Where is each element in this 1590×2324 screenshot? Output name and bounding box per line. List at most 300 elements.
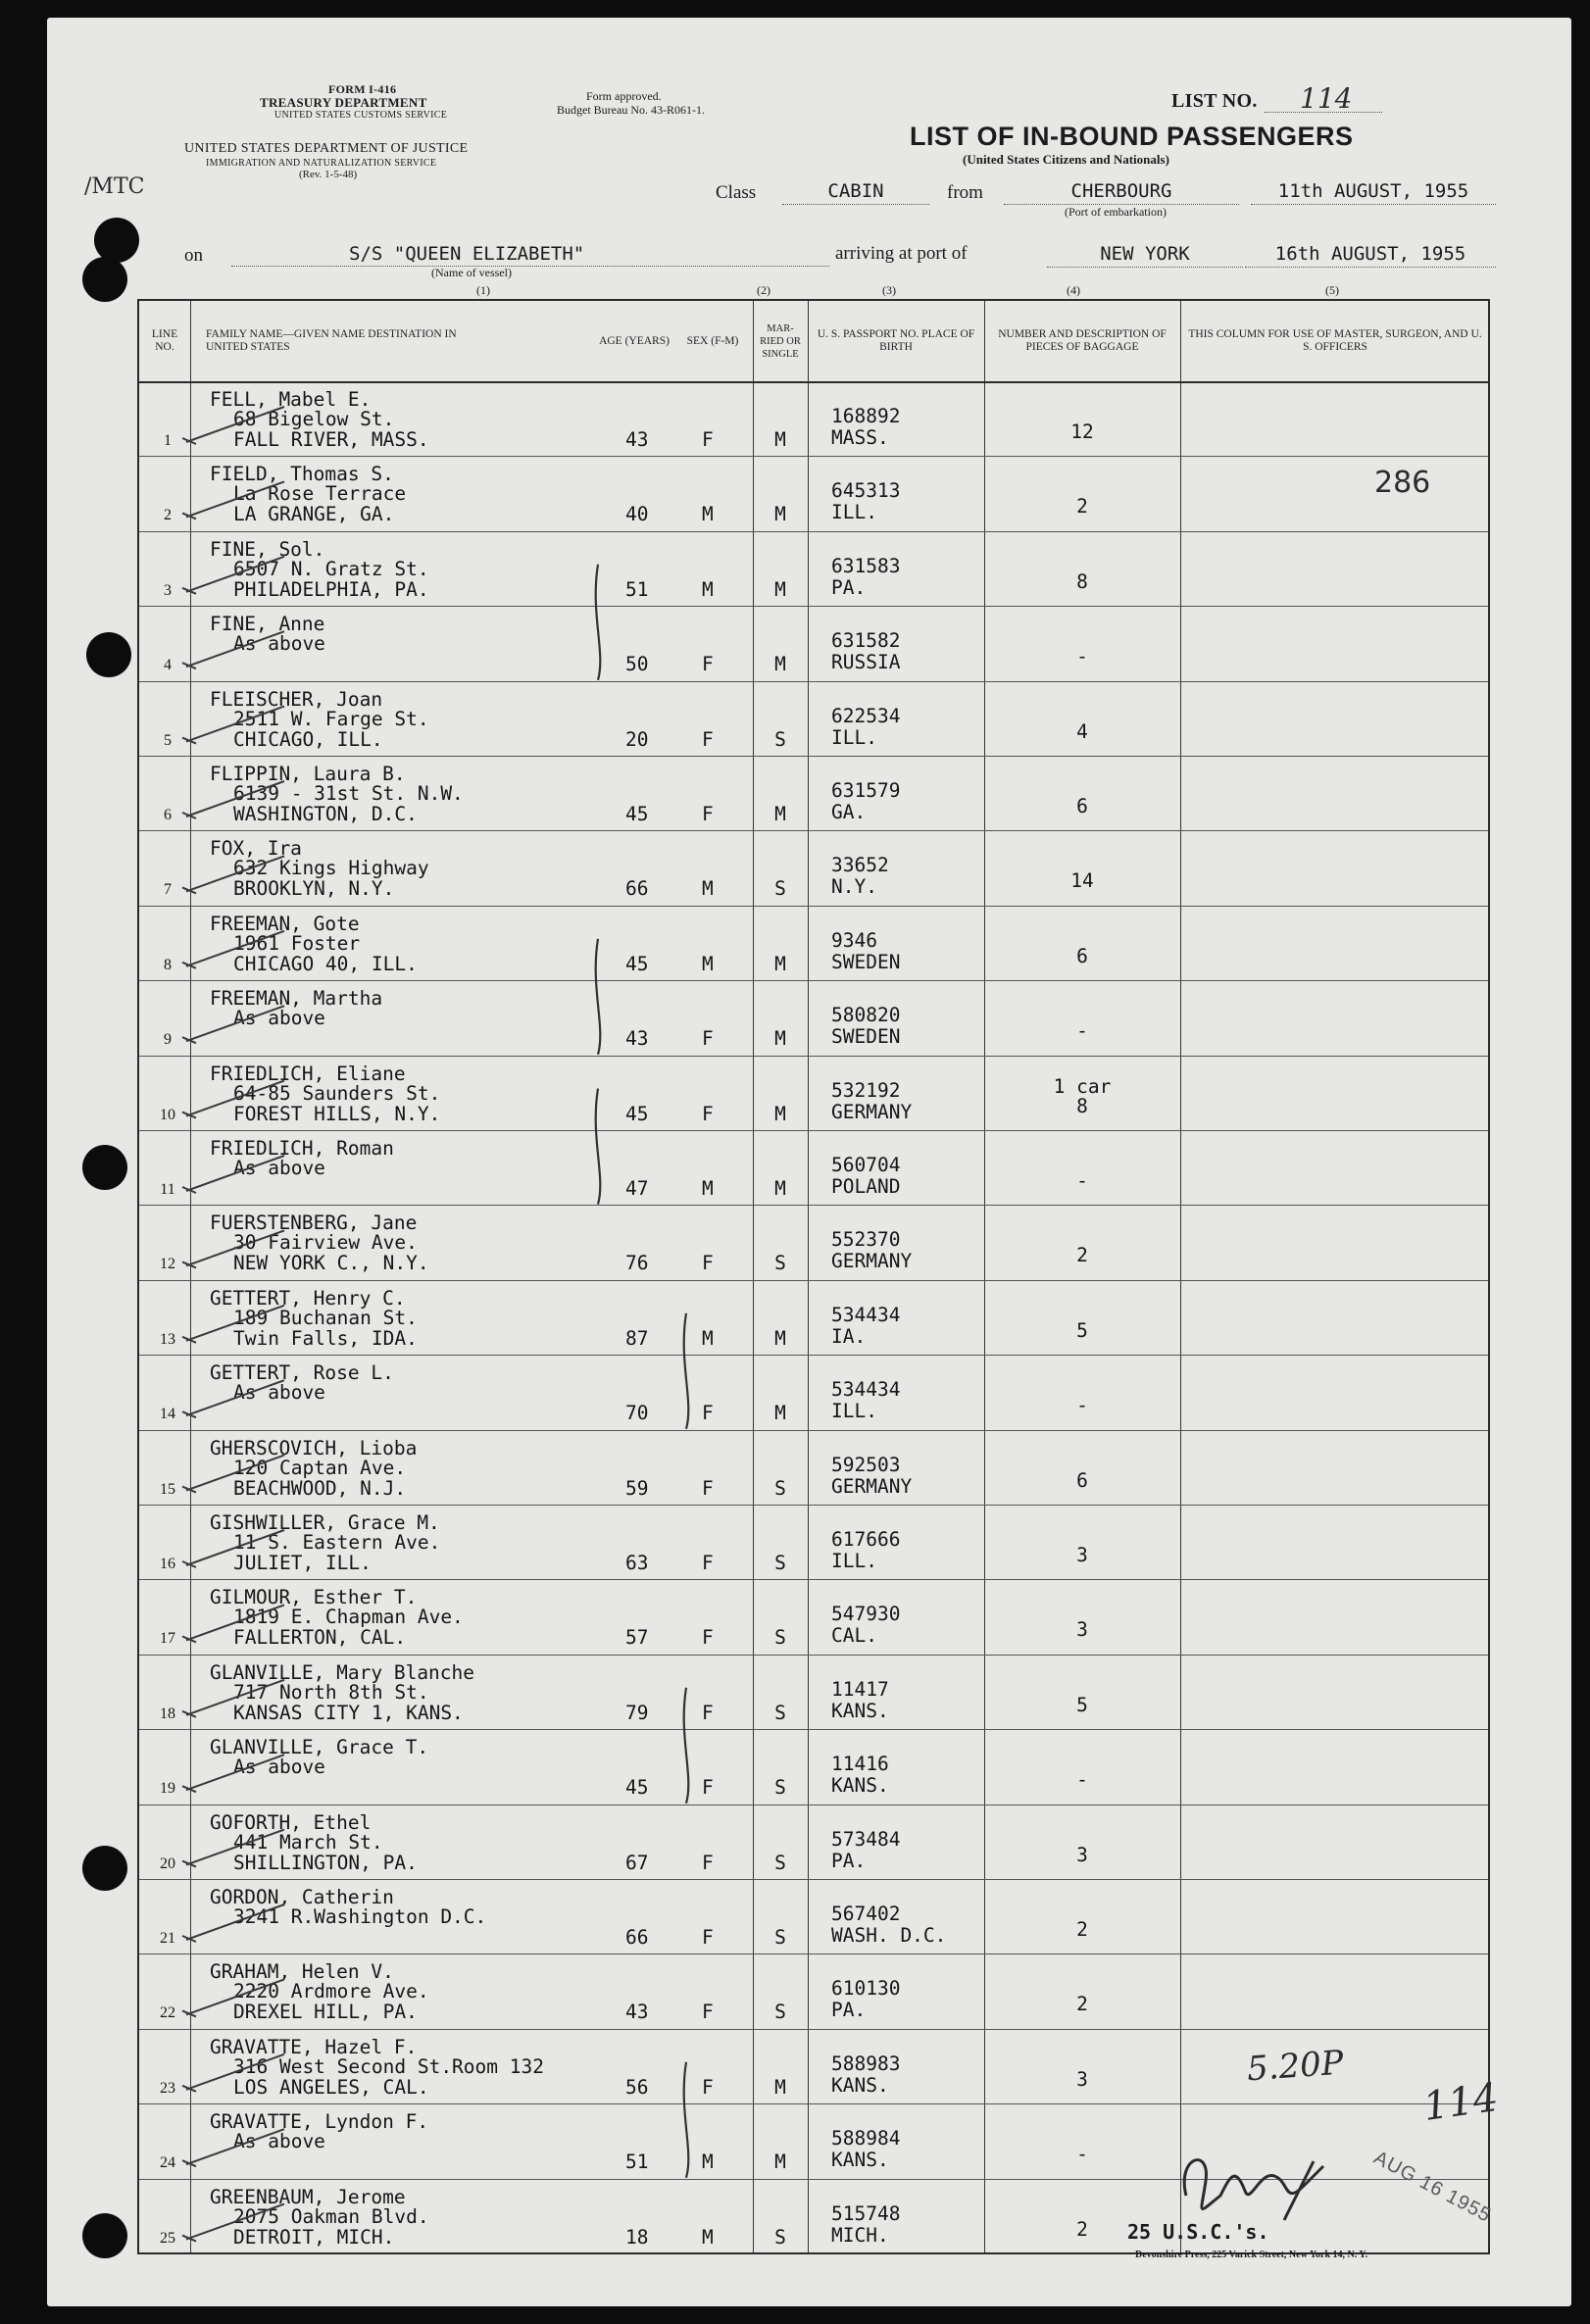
cell-addr1: 2511 W. Farge St. — [233, 707, 429, 730]
table-row — [139, 980, 1488, 1055]
cell-name: GRAHAM, Helen V. — [210, 1960, 394, 1984]
table-row — [139, 1953, 1488, 2028]
cell-passport: 592503 — [831, 1453, 901, 1476]
cell-addr1: As above — [233, 1007, 325, 1030]
cell-addr1: 68 Bigelow St. — [233, 408, 395, 430]
cell-bag: - — [1076, 2143, 1088, 2166]
cell-birth: ILL. — [831, 725, 877, 749]
cell-bag: 6 — [1076, 944, 1088, 967]
cell-addr1: 1961 Foster — [233, 931, 361, 955]
departure-date: 11th AUGUST, 1955 — [1251, 180, 1496, 205]
cell-name: FRIEDLICH, Eliane — [210, 1062, 406, 1085]
cell-bag: 2 — [1076, 1918, 1088, 1941]
table-row — [139, 531, 1488, 606]
cell-sex: F — [702, 1102, 714, 1125]
cell-no: 24 — [160, 2154, 175, 2172]
cell-ms: S — [774, 1252, 786, 1275]
cell-bag: 6 — [1076, 795, 1088, 817]
cell-name: GETTERT, Rose L. — [210, 1361, 394, 1385]
arrival-date: 16th AUGUST, 1955 — [1245, 243, 1496, 268]
cell-no: 3 — [164, 581, 172, 599]
cell-age: 45 — [625, 1102, 649, 1125]
cell-addr1: As above — [233, 2130, 325, 2153]
cell-bag: 8 — [1076, 1094, 1088, 1117]
cell-ms: S — [774, 727, 786, 751]
cell-passport: 534434 — [831, 1378, 901, 1402]
cell-sex: F — [702, 2001, 714, 2024]
cell-sex: M — [702, 1177, 714, 1200]
cell-addr1: 2075 Oakman Blvd. — [233, 2204, 429, 2228]
cell-sex: F — [702, 1027, 714, 1051]
cell-bag: 5 — [1076, 1693, 1088, 1716]
margin-note: /MTC — [84, 174, 145, 199]
cell-ms: M — [774, 2075, 786, 2099]
port-embarkation-caption: (Port of embarkation) — [1065, 205, 1167, 219]
cell-addr1: As above — [233, 1381, 325, 1405]
printer-credit: Devonshire Press, 225 Varick Street, New York 14, N. Y. — [1135, 2250, 1368, 2260]
cell-no: 2 — [164, 507, 172, 524]
table-row — [139, 1805, 1488, 1879]
cell-passport: 547930 — [831, 1603, 901, 1626]
cell-addr1: 2220 Ardmore Ave. — [233, 1980, 429, 2003]
cell-ms: M — [774, 2151, 786, 2174]
cell-name: FINE, Anne — [210, 613, 325, 636]
cell-bag: - — [1076, 1169, 1088, 1192]
cell-name: FLIPPIN, Laura B. — [210, 763, 406, 785]
cell-no: 14 — [160, 1406, 175, 1423]
citizen-total: 25 U.S.C.'s. — [1127, 2220, 1269, 2244]
table-row — [139, 1729, 1488, 1804]
cell-age: 76 — [625, 1252, 649, 1275]
date-stamp: AUG 16 1955 — [1369, 2147, 1495, 2227]
cell-addr2: DETROIT, MICH. — [233, 2225, 395, 2249]
cell-ms: M — [774, 428, 786, 451]
cell-age: 51 — [625, 577, 649, 601]
cell-age: 47 — [625, 1177, 649, 1200]
cell-sex: M — [702, 2225, 714, 2249]
cell-name: GRAVATTE, Lyndon F. — [210, 2110, 429, 2134]
col-header-name: FAMILY NAME—GIVEN NAME DESTINATION IN UNITED STATES — [206, 328, 457, 353]
cell-birth: PA. — [831, 1849, 867, 1872]
cell-addr2: BEACHWOOD, N.J. — [233, 1476, 407, 1500]
cell-name: GOFORTH, Ethel — [210, 1810, 372, 1834]
cell-age: 20 — [625, 727, 649, 751]
cell-passport: 580820 — [831, 1004, 901, 1027]
cell-birth: SWEDEN — [831, 1025, 901, 1049]
table-row — [139, 1579, 1488, 1654]
cell-bag: 4 — [1076, 719, 1088, 743]
list-no-label: LIST NO. — [1171, 90, 1258, 112]
cell-birth: KANS. — [831, 1774, 889, 1798]
cell-no: 23 — [160, 2079, 175, 2097]
cell-addr2: BROOKLYN, N.Y. — [233, 877, 395, 901]
justice-dept: UNITED STATES DEPARTMENT OF JUSTICE — [184, 141, 469, 156]
cell-ms: M — [774, 1326, 786, 1350]
time-annotation: 5.20P — [1245, 2043, 1345, 2090]
vessel-name: S/S "QUEEN ELIZABETH" — [231, 243, 829, 267]
cell-sex: M — [702, 577, 714, 601]
cell-age: 50 — [625, 653, 649, 676]
cell-age: 43 — [625, 428, 649, 451]
cell-no: 4 — [164, 657, 172, 674]
cell-birth: GERMANY — [831, 1100, 913, 1123]
cell-sex: F — [702, 2075, 714, 2099]
cell-name: FREEMAN, Gote — [210, 912, 360, 935]
cell-age: 59 — [625, 1476, 649, 1500]
cell-no: 15 — [160, 1480, 175, 1498]
cell-bag: 5 — [1076, 1318, 1088, 1342]
cell-passport: 532192 — [831, 1078, 901, 1102]
table-row — [139, 1655, 1488, 1729]
ins-service: IMMIGRATION AND NATURALIZATION SERVICE — [206, 158, 437, 169]
cell-birth: CAL. — [831, 1624, 877, 1648]
cell-addr1: La Rose Terrace — [233, 482, 407, 506]
cell-passport: 573484 — [831, 1827, 901, 1851]
cell-ms: S — [774, 2001, 786, 2024]
table-row — [139, 456, 1488, 530]
cell-name: FUERSTENBERG, Jane — [210, 1211, 418, 1235]
cell-ms: S — [774, 1552, 786, 1574]
list-no-value: 114 — [1265, 82, 1382, 113]
cell-age: 66 — [625, 1926, 649, 1949]
cell-no: 19 — [160, 1780, 175, 1798]
cell-passport: 631583 — [831, 554, 901, 577]
cell-ms: S — [774, 1626, 786, 1650]
form-number: FORM I-416 — [328, 82, 397, 96]
cell-addr2: Twin Falls, IDA. — [233, 1326, 418, 1350]
cell-name: FOX, Ira — [210, 837, 302, 861]
class-label: Class — [716, 182, 757, 203]
cell-name: FELL, Mabel E. — [210, 388, 372, 411]
cell-addr1: As above — [233, 632, 325, 656]
cell-age: 79 — [625, 1701, 649, 1724]
cell-addr1: 6507 N. Gratz St. — [233, 557, 429, 580]
cell-addr2: LOS ANGELES, CAL. — [233, 2075, 429, 2099]
cell-birth: KANS. — [831, 2073, 889, 2097]
cell-addr1: 632 Kings Highway — [233, 857, 429, 880]
cell-no: 21 — [160, 1930, 175, 1947]
cell-ms: M — [774, 503, 786, 526]
cell-bag: 2 — [1076, 1244, 1088, 1267]
table-row — [139, 1505, 1488, 1579]
table-row — [139, 381, 1488, 456]
cell-passport: 645313 — [831, 479, 901, 503]
cell-sex: F — [702, 1851, 714, 1874]
cell-name: GREENBAUM, Jerome — [210, 2185, 406, 2208]
cell-no: 25 — [160, 2229, 175, 2247]
cell-passport: 9346 — [831, 928, 877, 952]
cell-addr2: NEW YORK C., N.Y. — [233, 1252, 429, 1275]
col-header-baggage: NUMBER AND DESCRIPTION OF PIECES OF BAGGAGE — [998, 328, 1167, 353]
cell-birth: IA. — [831, 1324, 867, 1348]
table-row — [139, 1355, 1488, 1429]
cell-age: 43 — [625, 2001, 649, 2024]
cell-addr2: FALLERTON, CAL. — [233, 1626, 407, 1650]
cell-sex: F — [702, 803, 714, 825]
cell-ms: M — [774, 952, 786, 975]
cell-bag: - — [1076, 645, 1088, 668]
cell-addr2: FALL RIVER, MASS. — [233, 428, 429, 451]
initials-annotation: 114 — [1420, 2074, 1502, 2131]
cell-bag: 12 — [1070, 420, 1094, 443]
arrival-port: NEW YORK — [1047, 243, 1243, 268]
cell-no: 13 — [160, 1330, 175, 1348]
cell-addr2: KANSAS CITY 1, KANS. — [233, 1701, 464, 1724]
cell-age: 70 — [625, 1402, 649, 1425]
col-num-4: (4) — [1067, 283, 1080, 297]
cell-addr2: JULIET, ILL. — [233, 1552, 372, 1574]
cell-passport: 588983 — [831, 2052, 901, 2075]
cell-passport: 622534 — [831, 704, 901, 727]
cell-addr2: SHILLINGTON, PA. — [233, 1851, 418, 1874]
cell-addr1: 441 March St. — [233, 1830, 383, 1854]
col-header-passport: U. S. PASSPORT NO. PLACE OF BIRTH — [817, 328, 975, 353]
cell-sex: M — [702, 952, 714, 975]
cell-no: 18 — [160, 1705, 175, 1722]
cell-no: 11 — [160, 1181, 175, 1198]
cell-passport: 552370 — [831, 1228, 901, 1252]
cell-addr1: 120 Captan Ave. — [233, 1456, 407, 1479]
cell-age: 56 — [625, 2075, 649, 2099]
cell-name: FIELD, Thomas S. — [210, 463, 394, 486]
cell-addr1: 11 S. Eastern Ave. — [233, 1531, 441, 1554]
cell-addr1: 316 West Second St.Room 132 — [233, 2054, 544, 2078]
cell-no: 20 — [160, 1854, 175, 1872]
cell-name: GRAVATTE, Hazel F. — [210, 2035, 418, 2058]
cell-bag: - — [1076, 1394, 1088, 1417]
cell-birth: PA. — [831, 575, 867, 599]
col-header-sex: SEX (F-M) — [686, 334, 739, 347]
cell-sex: F — [702, 1626, 714, 1650]
cell-no: 10 — [160, 1106, 175, 1123]
cell-birth: RUSSIA — [831, 651, 901, 674]
cell-addr1: As above — [233, 1755, 325, 1779]
table-row — [139, 1205, 1488, 1279]
table-row — [139, 756, 1488, 830]
from-label: from — [947, 182, 983, 203]
col-num-1: (1) — [476, 283, 490, 297]
on-label: on — [184, 245, 203, 266]
cell-addr1: As above — [233, 1157, 325, 1179]
cell-addr1: 64-85 Saunders St. — [233, 1081, 441, 1105]
cell-bag: 8 — [1076, 569, 1088, 593]
cell-bag-top: 1 car — [1053, 1074, 1112, 1098]
cell-bag: - — [1076, 1019, 1088, 1043]
cell-name: FINE, Sol. — [210, 537, 325, 561]
table-row — [139, 1056, 1488, 1130]
table-row — [139, 681, 1488, 756]
col-num-5: (5) — [1325, 283, 1339, 297]
cell-bag: 6 — [1076, 1468, 1088, 1492]
cell-sex: F — [702, 1402, 714, 1425]
cell-birth: GA. — [831, 801, 867, 823]
col-header-age: AGE (YEARS) — [599, 334, 670, 347]
cell-no: 16 — [160, 1556, 175, 1572]
table-row — [139, 606, 1488, 680]
cell-no: 7 — [164, 881, 172, 899]
page-subtitle: (United States Citizens and Nationals) — [963, 152, 1169, 167]
cell-bag: - — [1076, 1768, 1088, 1792]
cell-ms: M — [774, 577, 786, 601]
cell-name: FREEMAN, Martha — [210, 987, 383, 1011]
manifest-table — [137, 299, 1490, 2254]
cell-passport: 11416 — [831, 1753, 889, 1776]
cell-age: 40 — [625, 503, 649, 526]
cell-age: 63 — [625, 1552, 649, 1574]
cell-birth: KANS. — [831, 1699, 889, 1722]
cell-sex: F — [702, 727, 714, 751]
cell-passport: 168892 — [831, 405, 901, 427]
cell-addr2: DREXEL HILL, PA. — [233, 2001, 418, 2024]
cell-birth: ILL. — [831, 1550, 877, 1572]
cell-passport: 33652 — [831, 854, 889, 877]
cell-addr1: 717 North 8th St. — [233, 1680, 429, 1704]
cell-birth: POLAND — [831, 1175, 901, 1198]
cell-no: 17 — [160, 1630, 175, 1648]
cell-passport: 11417 — [831, 1677, 889, 1701]
cell-birth: MICH. — [831, 2223, 889, 2247]
cell-age: 57 — [625, 1626, 649, 1650]
cell-bag: 2 — [1076, 1993, 1088, 2016]
cell-addr2: WASHINGTON, D.C. — [233, 803, 418, 825]
col-num-3: (3) — [882, 283, 896, 297]
cell-bag: 3 — [1076, 1843, 1088, 1866]
cell-ms: M — [774, 653, 786, 676]
cell-addr1: 30 Fairview Ave. — [233, 1231, 418, 1255]
cell-addr1: 6139 - 31st St. N.W. — [233, 782, 464, 805]
cell-name: GILMOUR, Esther T. — [210, 1586, 418, 1609]
cell-bag: 3 — [1076, 1544, 1088, 1566]
cell-birth: KANS. — [831, 2149, 889, 2172]
cell-bag: 14 — [1070, 869, 1094, 893]
cell-passport: 515748 — [831, 2201, 901, 2225]
cell-addr2: LA GRANGE, GA. — [233, 503, 395, 526]
cell-name: FRIEDLICH, Roman — [210, 1137, 394, 1160]
cell-addr2: FOREST HILLS, N.Y. — [233, 1102, 441, 1125]
officer-count-annotation: 286 — [1374, 466, 1431, 500]
cell-name: FLEISCHER, Joan — [210, 687, 383, 711]
cell-birth: MASS. — [831, 426, 889, 449]
table-row — [139, 906, 1488, 980]
cell-addr1: 1819 E. Chapman Ave. — [233, 1606, 464, 1629]
customs-service: UNITED STATES CUSTOMS SERVICE — [274, 110, 448, 121]
cell-no: 5 — [164, 731, 172, 749]
cell-ms: M — [774, 1102, 786, 1125]
cell-age: 45 — [625, 952, 649, 975]
vessel-caption: (Name of vessel) — [431, 266, 512, 279]
cell-birth: WASH. D.C. — [831, 1924, 947, 1947]
cell-passport: 588984 — [831, 2127, 901, 2151]
page-title: LIST OF IN-BOUND PASSENGERS — [910, 122, 1354, 151]
cell-addr2: CHICAGO 40, ILL. — [233, 952, 418, 975]
cell-name: GETTERT, Henry C. — [210, 1286, 406, 1310]
table-row — [139, 830, 1488, 905]
cell-age: 87 — [625, 1326, 649, 1350]
cell-sex: F — [702, 1776, 714, 1800]
cell-sex: F — [702, 1552, 714, 1574]
cell-ms: M — [774, 1402, 786, 1425]
inspector-signature — [1167, 2137, 1333, 2225]
treasury-dept: TREASURY DEPARTMENT — [260, 95, 427, 110]
cell-addr1: 189 Buchanan St. — [233, 1306, 418, 1329]
cell-age: 43 — [625, 1027, 649, 1051]
cell-ms: M — [774, 1177, 786, 1200]
cell-bag: 3 — [1076, 1618, 1088, 1642]
cell-sex: F — [702, 653, 714, 676]
cell-birth: ILL. — [831, 501, 877, 524]
cell-ms: M — [774, 803, 786, 825]
cell-sex: F — [702, 1926, 714, 1949]
cell-ms: S — [774, 1926, 786, 1949]
cell-birth: N.Y. — [831, 875, 877, 899]
cell-name: GHERSCOVICH, Lioba — [210, 1436, 418, 1459]
table-row — [139, 1430, 1488, 1505]
cell-age: 66 — [625, 877, 649, 901]
cell-birth: ILL. — [831, 1400, 877, 1423]
col-header-officers: THIS COLUMN FOR USE OF MASTER, SURGEON, AND U. S. OFFICERS — [1188, 328, 1482, 353]
cell-passport: 631579 — [831, 779, 901, 802]
cell-sex: M — [702, 877, 714, 901]
cell-passport: 534434 — [831, 1303, 901, 1326]
table-row — [139, 1130, 1488, 1205]
cell-age: 18 — [625, 2225, 649, 2249]
from-value: CHERBOURG — [1004, 180, 1239, 205]
cell-ms: S — [774, 877, 786, 901]
cell-ms: S — [774, 2225, 786, 2249]
cell-name: GLANVILLE, Mary Blanche — [210, 1660, 475, 1684]
cell-bag: 3 — [1076, 2067, 1088, 2091]
form-approved: Form approved. — [586, 89, 662, 103]
cell-addr1: 3241 R.Washington D.C. — [233, 1905, 487, 1928]
cell-birth: GERMANY — [831, 1250, 913, 1273]
cell-no: 9 — [164, 1031, 172, 1049]
cell-birth: SWEDEN — [831, 950, 901, 973]
cell-ms: S — [774, 1776, 786, 1800]
cell-no: 1 — [164, 432, 172, 449]
cell-birth: GERMANY — [831, 1474, 913, 1498]
cell-ms: S — [774, 1476, 786, 1500]
cell-sex: F — [702, 1476, 714, 1500]
cell-sex: M — [702, 1326, 714, 1350]
class-value: CABIN — [782, 180, 929, 205]
col-header-married: MAR-RIED OR SINGLE — [760, 322, 801, 360]
cell-name: GORDON, Catherin — [210, 1886, 394, 1908]
cell-no: 22 — [160, 2004, 175, 2022]
cell-age: 45 — [625, 1776, 649, 1800]
cell-passport: 617666 — [831, 1528, 901, 1551]
col-header-line: LINE NO. — [151, 328, 178, 353]
cell-passport: 631582 — [831, 629, 901, 653]
cell-sex: F — [702, 428, 714, 451]
table-row — [139, 1879, 1488, 1953]
cell-no: 8 — [164, 956, 172, 973]
cell-ms: M — [774, 1027, 786, 1051]
cell-no: 12 — [160, 1256, 175, 1273]
table-row — [139, 1280, 1488, 1355]
cell-passport: 610130 — [831, 1977, 901, 2001]
cell-ms: S — [774, 1701, 786, 1724]
revision-date: (Rev. 1-5-48) — [299, 169, 358, 180]
cell-age: 67 — [625, 1851, 649, 1874]
cell-sex: M — [702, 2151, 714, 2174]
cell-age: 45 — [625, 803, 649, 825]
cell-addr2: PHILADELPHIA, PA. — [233, 577, 429, 601]
budget-bureau: Budget Bureau No. 43-R061-1. — [557, 103, 705, 117]
col-num-2: (2) — [757, 283, 770, 297]
cell-sex: F — [702, 1252, 714, 1275]
arriving-label: arriving at port of — [835, 243, 968, 264]
cell-addr2: CHICAGO, ILL. — [233, 727, 383, 751]
